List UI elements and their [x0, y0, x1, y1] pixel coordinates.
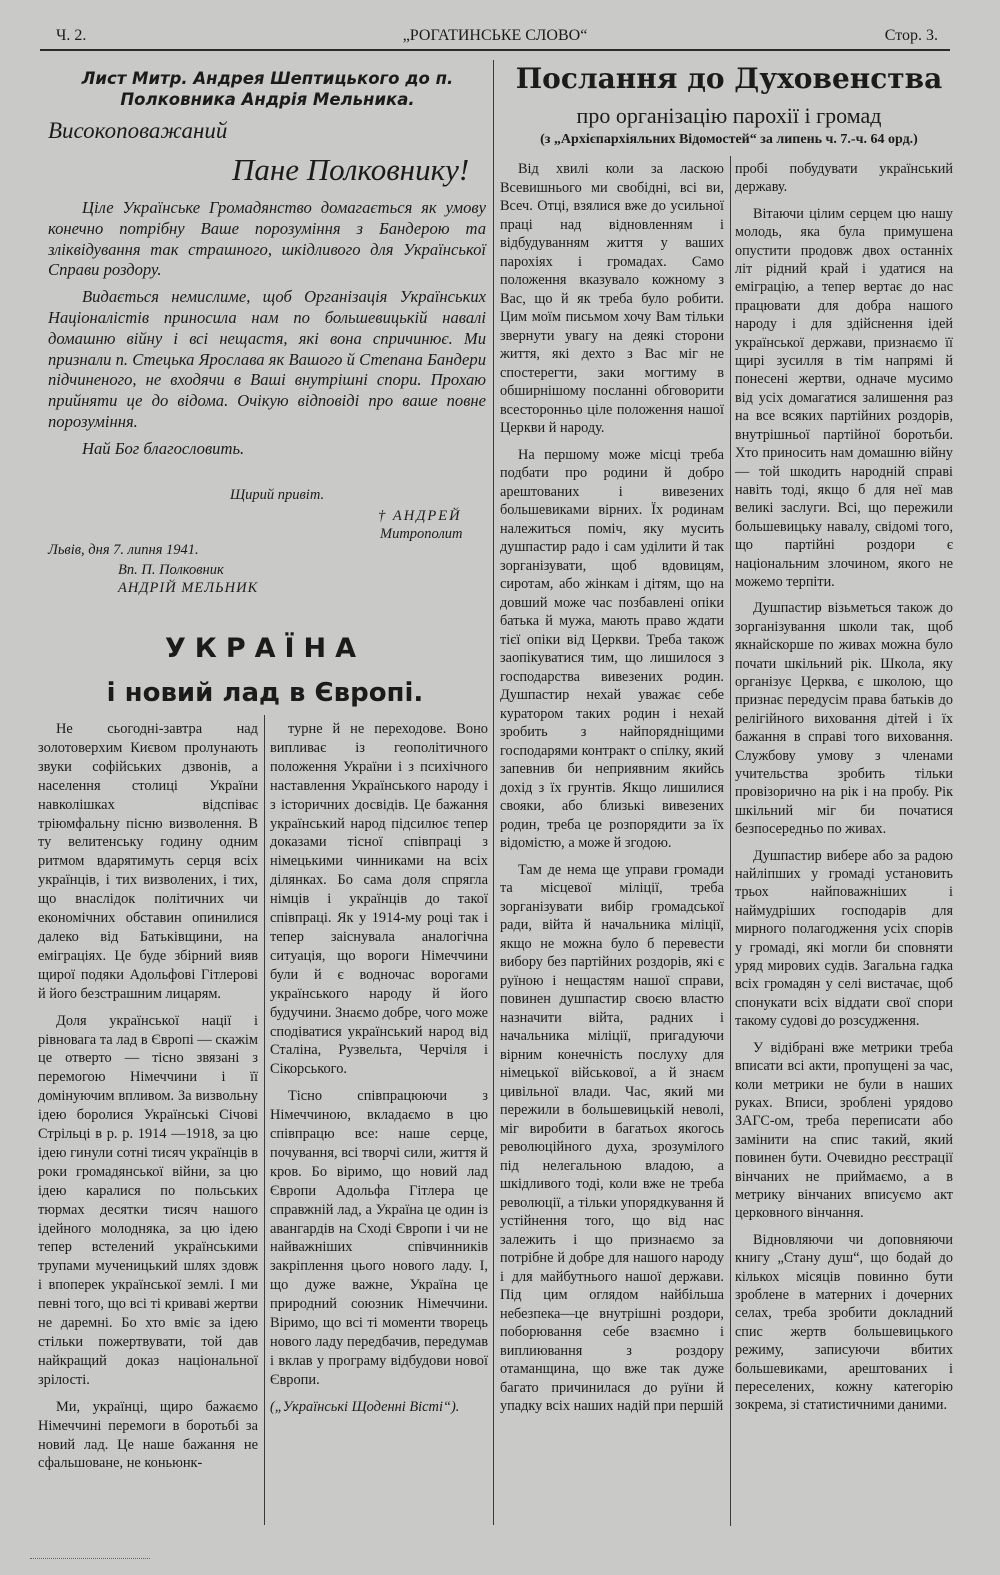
- column-divider: [730, 156, 731, 1526]
- paragraph: Там де нема ще управи громади та місцевої міліції, треба зорганізувати вибір громадської ради, війта й начальника міліції, якщо не можна було б перевести вибору без партійних роздорів, які є руїною і нещастям нашої справи, повинен душпастир своєю властю назначити війта, радних і начальника міліції, пригадуючи вірним конечність послуху для німецької військової, а й знаєм цивільної влади. Час, який ми пережили в большевицькій неволі, міг виробити в багатьох якогось революційного духа, зрозумілого під нелегальною владою, а шкідливого тоді, коли вже не треба революції, а тільки упорядкування й устійнення того, що від нас залежить і що признаємо за потрібне й добре для нашого народу і для майбутнього нашої держави. Під цим оглядом найбільша небезпека—це внутрішні роздори, поборювання себе взаємно і виплиювання з роздору отаманщина, що вже так дуже багато причинилася до руїни й упадку всіх наших надій при першій: [500, 861, 724, 1414]
- pastoral-source: (з „Архієпархіяльних Відомостей“ за липень ч. 7.-ч. 64 орд.): [540, 132, 918, 147]
- pastoral-column-1: [500, 160, 724, 1424]
- article-subtitle: і новий лад в Європі.: [106, 678, 424, 708]
- paragraph: Відновляючи чи доповняючи книгу „Стану душ“, що бодай до кількох місяців повинно бути зроблене в матерних і дочерних селах, треба зробити докладний спис жертв большевицького режиму, записуючи вбитих большевиками, арештованих і переселених, кожну категорію зокрема, зі статистичними даними.: [735, 1231, 953, 1414]
- letter-paragraph: Ціле Українське Громадянство домагається як умову конечно потрібну Ваше порозуміння з Бандерою та зліквідування так страшного, шкідливого для Української Справи роздору.: [48, 198, 486, 280]
- letter-title-line: Лист Митр. Андрея Шептицького до п.: [81, 69, 454, 88]
- letter-title-line: Полковника Андрія Мельника.: [120, 90, 415, 109]
- letter-addressee: Вп. П. Полковник: [118, 562, 224, 578]
- paragraph: Доля української нації і рівновага та лад в Європі — скажім це отверто — тісно звязані з перемогою Німеччини і її домінуючим впливом. За визвольну ідею боролися Українські Січові Стрільці в р. р. 1914 —1918, за цю ідею гинули сотні тисяч українців в роки громадянської війни, за цю ідею каралися по польських тюрмах десятки тисяч нашого ідейного молодняка, за цю ідею тепер встелений українськими трупами мученицький шлях здовж і впоперек української землі. І ми певні того, що всі ті криваві жертви не даремні. Бо хто вміє за ідею стільки пожертвувати, той дав найкращий доказ національної зрілості.: [38, 1012, 258, 1388]
- paragraph: Тісно співпрацюючи з Німеччиною, вкладаємо в цю співпрацю все: наше серце, почування, всі творчі сили, життя й кров. Бо віримо, що новий лад Європи Адольфа Гітлера це справжній лад, а Україна це один із авангардів на Сході Європи і чи не найважніших співчинників закріплення цього нового ладу. І, що дуже важне, Україна це природний союзник Німеччини. Віримо, що всі ті моменти творець нового ладу передбачив, передумав і вклав у програму відбудови нової Європи.: [270, 1088, 488, 1388]
- letter-paragraph: Видається немислиме, щоб Організація Українських Націоналістів приносила нам по большевицькій навалі домашню війну і всі нещастя, які вона спричинює. Ми признали п. Стецька Ярослава як Вашого й Степана Бандери підчиненого, не входячи в Ваші внутрішні спори. Прохаю прийняти це до відома. Очікую відповіді про ваше повне порозуміння.: [48, 287, 486, 431]
- article-column-2: [270, 720, 488, 1425]
- paragraph: Не сьогодні-завтра над золотоверхим Києвом пролунають звуки софійських дзвонів, а населення столиці України навколішках відспіває тріюмфальну пісню визволення. В ту велитенську годину одним ритмом вдарятимуть серця всіх українців, і тих визволених, і тих, що внаслідок політичних чи економічних обставин опинилися далеко від Батьківщини, на еміграціях. Це буде збірний вияв щирої подяки Адольфові Гітлерові й його безстрашним лицарям.: [38, 721, 258, 1002]
- letter-regards: Щирий привіт.: [230, 487, 325, 503]
- article-title: УКРАЇНА: [164, 633, 366, 664]
- paragraph: Вітаючи цілим серцем цю нашу молодь, яка була примушена опустити продовж двох останніх літ рідний край і удатися на еміграцію, а тепер вертає до нас працювати для добра нашого народу і для здійснення ідей української держави, признаємо її щирі зусилля в тім напрямі й понесені жертви, одначе мусимо від усіх домагатися залишення раз на все всяких партійних роздорів, внутрішньої партійної боротьби. Хто приносить нам домашню війну — той шкодить народній справі навіть тоді, якщо б для неї мав великі заслуги. Всі, що пережили большевицьку навалу, свідомі того, що партійні роздори є національним злочином, якого не можемо терпіти.: [735, 205, 953, 590]
- article-source: („Українські Щоденні Вісті“).: [270, 1398, 460, 1415]
- article-column-1: [38, 720, 258, 1481]
- paragraph: Душпастир вибере або за радою найліпших у громаді установить трьох найповажніших і наймудріших господарів для мирного полагодження усіх спорів у громаді, які могли би сповняти уряд мирових судів. Загальна гадка всіх громадян у селі вистачає, щоб спонукати всіх віддати свої спори такому судові до розсудження.: [735, 847, 953, 1030]
- print-mark: [30, 1558, 150, 1562]
- letter-signature: † АНДРЕЙ: [378, 508, 462, 524]
- letter-place-date: Львів, дня 7. липня 1941.: [48, 542, 199, 558]
- page-header: [40, 25, 950, 51]
- letter-addressee-name: АНДРІЙ МЕЛЬНИК: [118, 580, 259, 596]
- paragraph: На першому може місці треба подбати про родини й добро арештованих і вивезених большевиками вірних. Їх родинам належиться поміч, яку мусить душпастир радо і сам уділити й так зорганізувати, щоб вдовицям, сиротам, або жінкам і дітям, що на довший може час позбавлені опіки батька й мужа, мають право ждати тієї опіки від Церкви. Треба також заопікуватися тим, що лишилося з господарства вивезених родин. Душпастир нехай уважає себе куратором таких родин і нехай зробить з найпорядніщими господарями контракт о спілку, який запевнив би неприявним якийсь дохід з їх грунтів. Якщо лишилися свояки, або близькі вивезених родин, треба це розпорядити за їх відомістю, а може й згодою.: [500, 446, 724, 851]
- letter-paragraph: Най Бог благословить.: [82, 438, 245, 458]
- paragraph: Від хвилі коли за ласкою Всевишнього ми свобідні, всі ви, Всеч. Отці, взялися вже до усильної праці над відновленням і відбудуванням життя у ваших парохіях і громадах. Само положення вказувало кожному з Вас, що й як треба було робити. Цим моїм письмом хочу Вам тільки звернути увагу на деякі сторони життя, які дехто з Вас міг не спостерегти, заки могтиму в обширнішому посланні обговорити всесторонньо ціле положення нашої Церкви й народу.: [500, 161, 724, 436]
- letter-title: [40, 68, 495, 110]
- paragraph: Душпастир візьметься також до зорганізування школи так, щоб якнайскорше по живах можна було почати шкільний рік. Школа, яку організує Церква, є школою, що признає передусім права батьків до релігійного виховання дітей і їх бажання в справі того виховання. Службову умову з членами учительства зробить тільки провізорично на рік і на пробу. Рік шкільний міг би початися безпосередньо по живах.: [735, 600, 953, 838]
- column-divider: [493, 60, 494, 1525]
- issue-number: Ч. 2.: [56, 27, 87, 44]
- letter-body: [48, 198, 486, 466]
- pastoral-title: Послання до Духовенства: [515, 62, 943, 95]
- column-divider: [264, 715, 265, 1525]
- letter-greeting: Високоповажаний: [48, 118, 228, 143]
- pastoral-subtitle: про організацію парохії і громад: [576, 103, 882, 128]
- newspaper-name: „РОГАТИНСЬКЕ СЛОВО“: [402, 27, 588, 44]
- pastoral-column-2: [735, 160, 953, 1423]
- paragraph: турне й не переходове. Воно випливає із геополітичного положення України і з психічного наставлення Українського народу і з історичних досвідів. Це бажання український народ підсилює тепер доказами тісної співпраці з німецькими чинниками на всіх ділянках. Бо сама доля спрягла німців і українців до такої співпраці. Як у 1914-му році так і тепер заіснувала аналогічна ситуація, що вороги Німеччини були й є водночас ворогами українського народу й його будучини. Знаємо добре, чого може сподіватися український народ від Сталіна, Рузвельта, Черчіля і Сікорського.: [270, 721, 488, 1078]
- paragraph: У відібрані вже метрики треба вписати всі акти, пропущені за час, коли метрики не були в наших руках. Вписи, зроблені урядово ЗАГС-ом, треба переписати або замінити на спис такий, який повинен бути. Очевидно реєстрації вінчаних не приймаємо, а в метрику вінчаних вписуємо акт церковного вінчання.: [735, 1039, 953, 1222]
- page-number: Стор. 3.: [884, 27, 938, 44]
- letter-salutation: Пане Полковнику!: [232, 152, 470, 187]
- paragraph: пробі побудувати український державу.: [735, 161, 953, 196]
- paragraph: Ми, українці, щиро бажаємо Німеччині перемоги в боротьбі за новий лад. Це наше бажання не сфальшоване, не коньюнк-: [38, 1398, 258, 1472]
- letter-signature-title: Митрополит: [380, 526, 463, 542]
